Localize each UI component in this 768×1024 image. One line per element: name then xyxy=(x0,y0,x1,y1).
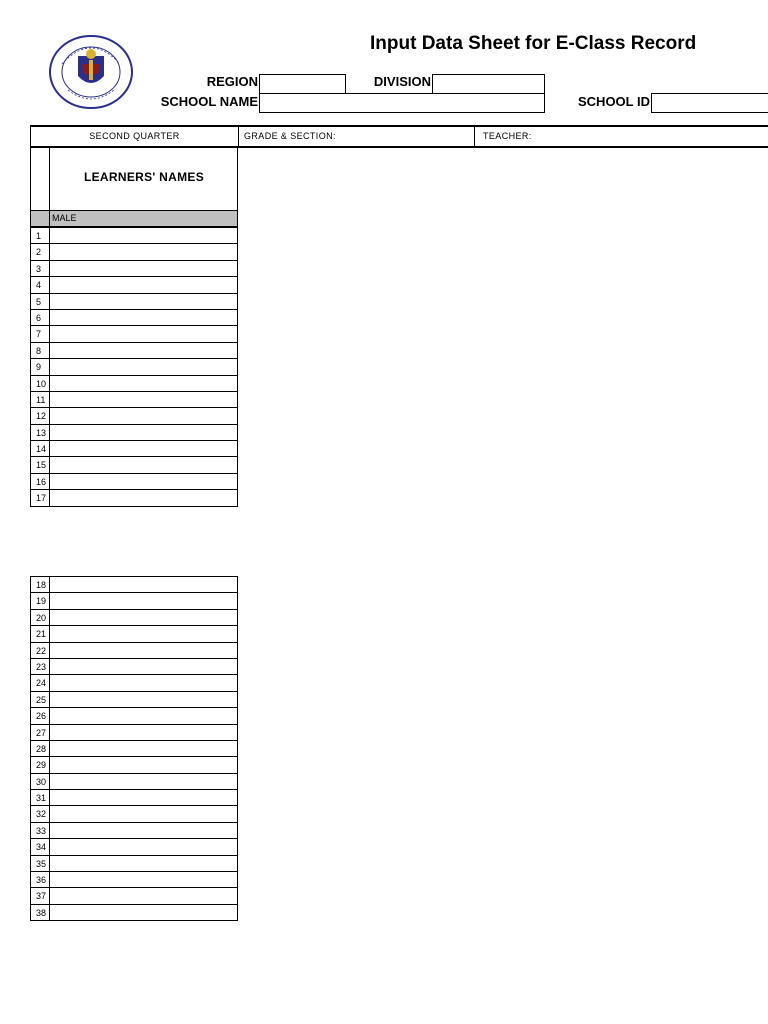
row-number: 2 xyxy=(31,244,50,259)
row-number: 7 xyxy=(31,326,50,341)
row-number: 5 xyxy=(31,294,50,309)
row-number: 4 xyxy=(31,277,50,292)
row-number: 6 xyxy=(31,310,50,325)
row-number: 24 xyxy=(31,675,50,690)
row-number: 37 xyxy=(31,888,50,903)
division-label: DIVISION xyxy=(373,74,431,89)
row-number: 30 xyxy=(31,774,50,789)
deped-seal-logo xyxy=(48,34,134,110)
row-number: 21 xyxy=(31,626,50,641)
row-number: 28 xyxy=(31,741,50,756)
table-row[interactable] xyxy=(31,440,237,456)
row-number: 29 xyxy=(31,757,50,772)
row-number: 17 xyxy=(31,490,50,505)
teacher-field[interactable]: TEACHER: xyxy=(474,127,768,146)
table-row[interactable] xyxy=(31,871,237,887)
row-number: 10 xyxy=(31,376,50,391)
school-name-label: SCHOOL NAME xyxy=(160,94,258,109)
number-column-header xyxy=(31,148,50,211)
table-row[interactable] xyxy=(31,822,237,838)
table-row[interactable] xyxy=(31,887,237,903)
table-row[interactable] xyxy=(31,789,237,805)
table-row[interactable] xyxy=(31,489,237,505)
row-number: 20 xyxy=(31,610,50,625)
table-row[interactable] xyxy=(31,756,237,772)
row-number: 12 xyxy=(31,408,50,423)
row-number: 35 xyxy=(31,856,50,871)
learners-names-header xyxy=(30,148,238,211)
table-row[interactable] xyxy=(31,674,237,690)
row-number: 14 xyxy=(31,441,50,456)
table-row[interactable] xyxy=(31,740,237,756)
table-row[interactable] xyxy=(31,227,237,243)
table-row[interactable] xyxy=(31,707,237,723)
table-row[interactable] xyxy=(31,805,237,821)
row-number: 18 xyxy=(31,577,50,592)
row-number: 26 xyxy=(31,708,50,723)
row-number: 23 xyxy=(31,659,50,674)
row-number: 11 xyxy=(31,392,50,407)
row-number: 34 xyxy=(31,839,50,854)
male-band-number-cell xyxy=(31,211,50,226)
table-row[interactable] xyxy=(31,243,237,259)
table-row[interactable] xyxy=(31,456,237,472)
table-row[interactable] xyxy=(31,424,237,440)
male-group-label: MALE xyxy=(52,213,77,223)
table-row[interactable] xyxy=(31,342,237,358)
row-number: 3 xyxy=(31,261,50,276)
row-number: 19 xyxy=(31,593,50,608)
table-row[interactable] xyxy=(31,358,237,374)
page-title: Input Data Sheet for E-Class Record xyxy=(370,33,697,54)
table-row[interactable] xyxy=(31,855,237,871)
table-row[interactable] xyxy=(31,473,237,489)
table-row[interactable] xyxy=(31,293,237,309)
table-row[interactable] xyxy=(31,609,237,625)
learners-table-block-1 xyxy=(30,227,238,507)
row-number: 22 xyxy=(31,643,50,658)
quarter-cell: SECOND QUARTER xyxy=(30,127,238,146)
row-number: 1 xyxy=(31,228,50,243)
table-row[interactable] xyxy=(31,724,237,740)
row-number: 31 xyxy=(31,790,50,805)
row-number: 36 xyxy=(31,872,50,887)
table-row[interactable] xyxy=(31,576,237,592)
table-row[interactable] xyxy=(31,407,237,423)
male-group-band xyxy=(30,210,238,227)
table-row[interactable] xyxy=(31,260,237,276)
table-row[interactable] xyxy=(31,773,237,789)
table-row[interactable] xyxy=(31,276,237,292)
table-row[interactable] xyxy=(31,642,237,658)
region-field[interactable] xyxy=(259,74,346,94)
row-number: 15 xyxy=(31,457,50,472)
table-row[interactable] xyxy=(31,838,237,854)
table-row[interactable] xyxy=(31,691,237,707)
table-row[interactable] xyxy=(31,592,237,608)
row-number: 8 xyxy=(31,343,50,358)
table-row[interactable] xyxy=(31,375,237,391)
row-number: 33 xyxy=(31,823,50,838)
school-id-label: SCHOOL ID xyxy=(578,94,650,109)
learners-names-label: LEARNERS' NAMES xyxy=(83,170,205,184)
table-row[interactable] xyxy=(31,904,237,920)
table-row[interactable] xyxy=(31,625,237,641)
row-number: 25 xyxy=(31,692,50,707)
row-number: 38 xyxy=(31,905,50,920)
table-row[interactable] xyxy=(31,658,237,674)
grade-section-field[interactable]: GRADE & SECTION: xyxy=(238,127,474,146)
table-row[interactable] xyxy=(31,325,237,341)
school-name-field[interactable] xyxy=(259,93,545,113)
region-label: REGION xyxy=(206,74,258,89)
row-number: 16 xyxy=(31,474,50,489)
division-field[interactable] xyxy=(432,74,545,94)
row-number: 9 xyxy=(31,359,50,374)
school-id-field[interactable] xyxy=(651,93,768,113)
quarter-info-bar xyxy=(30,125,768,148)
table-row[interactable] xyxy=(31,309,237,325)
table-row[interactable] xyxy=(31,391,237,407)
row-number: 13 xyxy=(31,425,50,440)
row-number: 32 xyxy=(31,806,50,821)
row-number: 27 xyxy=(31,725,50,740)
learners-table-block-2 xyxy=(30,576,238,921)
